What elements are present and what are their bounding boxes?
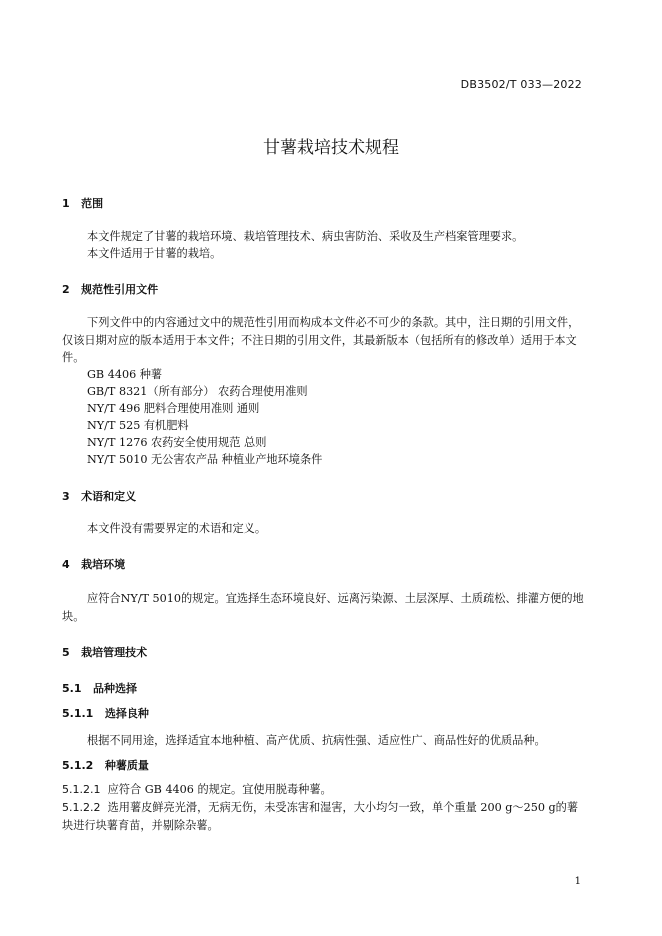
section-number: 5.1: [62, 682, 82, 695]
section-title: 规范性引用文件: [81, 283, 159, 296]
paragraph: 本文件没有需要界定的术语和定义。: [87, 522, 267, 535]
section-number: 4: [62, 558, 70, 571]
section-title: 种薯质量: [104, 759, 149, 772]
reference-item: GB 4406 种薯: [87, 368, 163, 381]
section-4-heading: [62, 556, 125, 572]
section-2-heading: [62, 281, 158, 297]
document-code: DB3502/T 033—2022: [460, 78, 582, 91]
section-5-heading: [62, 644, 147, 660]
clause-number: 5.1.2.1: [62, 783, 101, 796]
section-title: 术语和定义: [81, 490, 137, 503]
document-title: 甘薯栽培技术规程: [263, 138, 399, 158]
clause-number: 5.1.2.2: [62, 801, 101, 814]
section-title: 品种选择: [93, 682, 137, 695]
section-number: 2: [62, 283, 70, 296]
clause-5-1-2-2: [62, 799, 584, 834]
clause-5-1-2-1: [62, 781, 584, 799]
paragraph: 应符合NY/T 5010的规定。宜选择生态环境良好、远离污染源、土层深厚、土质疏松、排灌方便的地块。: [62, 592, 584, 623]
section-number: 1: [62, 197, 70, 210]
section-title: 栽培环境: [81, 558, 126, 571]
paragraph: 本文件适用于甘薯的栽培。: [87, 247, 222, 260]
subsection-5-1-1-heading: [62, 705, 149, 721]
section-title: 栽培管理技术: [81, 646, 148, 659]
reference-item: NY/T 1276 农药安全使用规范 总则: [87, 436, 267, 449]
section-3-heading: [62, 488, 136, 504]
paragraph: 下列文件中的内容通过文中的规范性引用而构成本文件必不可少的条款。其中，注日期的引用文件，仅该日期对应的版本适用于本文件；不注日期的引用文件，其最新版本（包括所有的修改单）适用于本文件。: [62, 316, 580, 364]
section-number: 5.1.1: [62, 707, 94, 720]
section-number: 3: [62, 490, 70, 503]
reference-item: NY/T 496 肥料合理使用准则 通则: [87, 402, 260, 415]
reference-item: GB/T 8321（所有部分） 农药合理使用准则: [87, 385, 308, 398]
reference-item: NY/T 5010 无公害农产品 种植业产地环境条件: [87, 453, 323, 466]
clause-text: 应符合 GB 4406 的规定。宜使用脱毒种薯。: [107, 783, 332, 796]
paragraph: 本文件规定了甘薯的栽培环境、栽培管理技术、病虫害防治、采收及生产档案管理要求。: [87, 230, 524, 243]
section-1-heading: [62, 195, 103, 211]
page-number: 1: [574, 876, 581, 887]
clause-text: 选用薯皮鲜亮光滑，无病无伤，未受冻害和湿害，大小均匀一致，单个重量 200 g～250 g的薯块进行块薯育苗，并剔除杂薯。: [62, 801, 579, 832]
section-number: 5: [62, 646, 70, 659]
reference-item: NY/T 525 有机肥料: [87, 419, 189, 432]
paragraph: 根据不同用途，选择适宜本地种植、高产优质、抗病性强、适应性广、商品性好的优质品种。: [87, 734, 546, 747]
section-title: 选择良种: [104, 707, 149, 720]
section-number: 5.1.2: [62, 759, 94, 772]
section-title: 范围: [81, 197, 104, 210]
subsection-5-1-heading: [62, 680, 137, 696]
subsection-5-1-2-heading: [62, 757, 149, 773]
